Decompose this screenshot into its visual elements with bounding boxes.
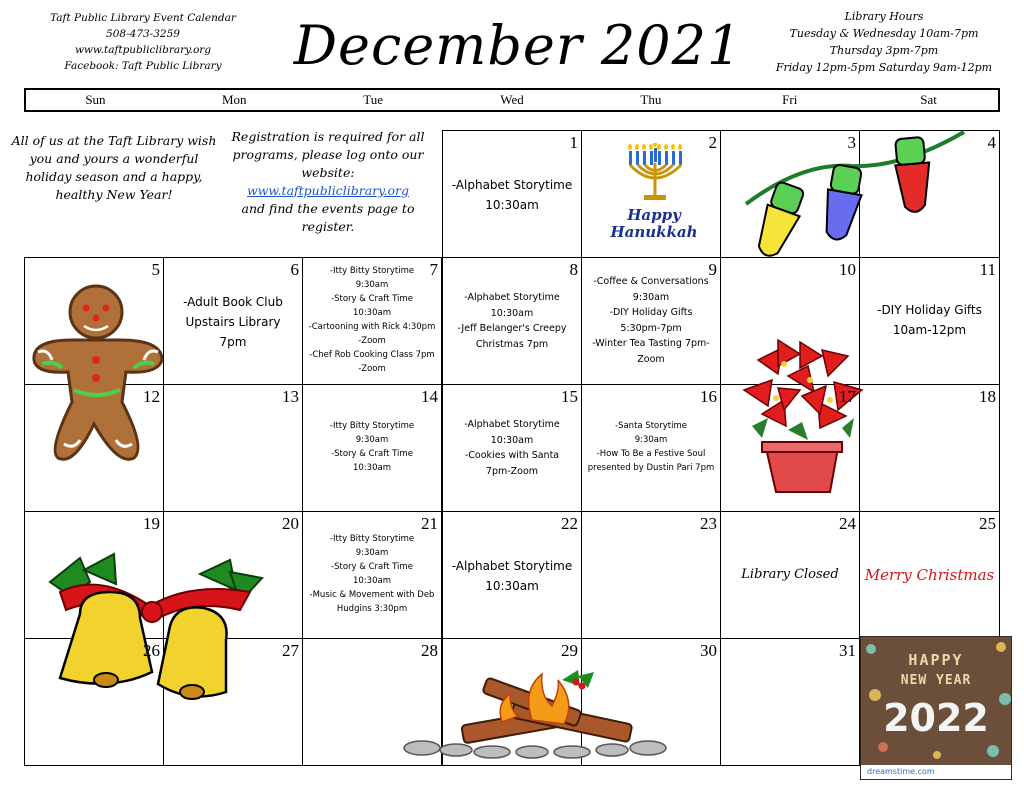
day-number: 8: [569, 260, 578, 279]
day-number: 22: [561, 514, 578, 533]
event-line: -Story & Craft Time: [331, 449, 413, 459]
day-number: 29: [561, 641, 578, 660]
event-line: 10:30am: [490, 307, 534, 319]
event-line: -DIY Holiday Gifts: [609, 307, 693, 318]
event-line: -Zoom: [358, 336, 386, 346]
event-line: -Adult Book Club: [183, 295, 283, 309]
library-event-calendar-title: Taft Public Library Event Calendar: [50, 12, 236, 24]
card-year: 2022: [883, 696, 989, 740]
day-cell[interactable]: [442, 257, 582, 385]
event-list: [166, 292, 300, 352]
day-number: 9: [708, 260, 717, 279]
event-line: -Zoom: [358, 364, 386, 374]
christmas-bells-icon: [40, 552, 276, 722]
event-line: -DIY Holiday Gifts: [877, 303, 982, 317]
weekday-label: Fri: [782, 92, 798, 107]
day-cell[interactable]: [302, 511, 442, 639]
event-line: -Cartooning with Rick 4:30pm: [308, 322, 436, 332]
day-cell[interactable]: [720, 638, 860, 766]
library-phone: 508-473-3259: [106, 28, 180, 40]
day-number: 11: [979, 260, 996, 279]
event-line: 9:30am: [632, 291, 670, 303]
weekday-label: Wed: [500, 92, 524, 107]
day-number: 27: [282, 641, 299, 660]
weekday-label: Sun: [85, 92, 106, 107]
day-number: 31: [839, 641, 856, 660]
event-line: -Story & Craft Time: [331, 294, 413, 304]
weekday-label: Tue: [363, 92, 384, 107]
day-cell[interactable]: [302, 384, 442, 512]
event-line: -Story & Craft Time: [331, 562, 413, 572]
day-number: 1: [569, 133, 578, 152]
weekday-label: Mon: [222, 92, 247, 107]
day-number: 13: [282, 387, 299, 406]
library-contact-block: [28, 10, 258, 74]
registration-note: [220, 128, 436, 236]
day-number: 18: [979, 387, 996, 406]
event-line: -Alphabet Storytime: [451, 178, 573, 192]
event-line: 9:30am: [355, 435, 389, 445]
event-line: 9:30am: [355, 548, 389, 558]
day-number: 23: [700, 514, 717, 533]
event-line: 10:30am: [485, 198, 539, 212]
day-number: 30: [700, 641, 717, 660]
day-number: 15: [561, 387, 578, 406]
day-number: 20: [282, 514, 299, 533]
event-line: presented by Dustin Pari 7pm: [587, 463, 715, 473]
event-line: -Cookies with Santa: [464, 450, 560, 461]
event-list: [445, 175, 579, 215]
day-cell[interactable]: [163, 257, 303, 385]
day-number: 4: [987, 133, 996, 152]
holiday-greeting: All of us at the Taft Library wish you and yours a wonderful holiday season and a happy, healthy New Year!: [11, 133, 217, 202]
event-line: Upstairs Library: [185, 315, 281, 329]
event-line: -Itty Bitty Storytime: [329, 266, 415, 276]
day-cell[interactable]: [581, 130, 721, 258]
day-number: 25: [979, 514, 996, 533]
day-number: 24: [839, 514, 856, 533]
day-cell[interactable]: [581, 384, 721, 512]
event-line: Zoom: [637, 353, 665, 365]
day-cell[interactable]: [163, 384, 303, 512]
event-list: [305, 532, 439, 616]
campfire-icon: [392, 660, 692, 760]
library-website[interactable]: www.taftpubliclibrary.org: [74, 44, 212, 56]
event-line: -Alphabet Storytime: [464, 292, 560, 303]
event-list: [445, 290, 579, 352]
day-cell[interactable]: [581, 511, 721, 639]
event-line: 10:30am: [353, 576, 391, 586]
event-line: 9:30am: [634, 435, 668, 445]
day-cell[interactable]: [859, 384, 1000, 512]
page-title: December 2021: [293, 14, 743, 77]
day-cell[interactable]: [442, 511, 582, 639]
hours-line: Friday 12pm-5pm Saturday 9am-12pm: [775, 61, 993, 74]
event-line: 10:30am: [490, 434, 534, 446]
card-line: HAPPY: [908, 651, 964, 669]
registration-text-end: and find the events page to register.: [241, 201, 415, 234]
day-cell[interactable]: [720, 511, 860, 639]
hours-heading: Library Hours: [844, 10, 924, 23]
day-cell[interactable]: [859, 511, 1000, 639]
weekday-header: [24, 88, 1000, 112]
weekday-label: Thu: [640, 92, 662, 107]
card-line: NEW YEAR: [900, 673, 972, 688]
day-number: 2: [708, 133, 717, 152]
event-line: -Winter Tea Tasting 7pm-: [592, 338, 710, 349]
gingerbread-man-icon: [28, 282, 168, 468]
event-line: -Alphabet Storytime: [464, 419, 560, 430]
event-line: -Jeff Belanger's Creepy: [457, 323, 567, 334]
day-number: 28: [421, 641, 438, 660]
poinsettia-icon: [738, 330, 868, 496]
event-line: -Chef Rob Cooking Class 7pm: [309, 350, 435, 360]
event-line: Christmas 7pm: [475, 338, 549, 350]
hanukkah-label: Happy Hanukkah: [610, 206, 698, 241]
registration-link[interactable]: www.taftpubliclibrary.org: [246, 183, 410, 198]
new-year-2022-card: [860, 636, 1012, 780]
event-line: 10am-12pm: [892, 323, 967, 337]
day-number: 6: [290, 260, 299, 279]
day-number: 17: [839, 387, 856, 406]
day-number: 3: [847, 133, 856, 152]
library-hours-block: [760, 8, 1008, 76]
day-number: 5: [151, 260, 160, 279]
library-facebook[interactable]: Facebook: Taft Public Library: [64, 60, 222, 72]
event-list: [584, 274, 718, 367]
event-list: [305, 419, 439, 475]
event-line: -Alphabet Storytime: [451, 559, 573, 573]
christmas-lights-icon: [742, 122, 970, 272]
day-number: 26: [143, 641, 160, 660]
day-cell[interactable]: [581, 257, 721, 385]
day-number: 14: [421, 387, 438, 406]
event-line: -Itty Bitty Storytime: [329, 534, 415, 544]
day-number: 12: [143, 387, 160, 406]
day-number: 10: [839, 260, 856, 279]
hours-line: Tuesday & Wednesday 10am-7pm: [789, 27, 979, 40]
day-cell[interactable]: [859, 257, 1000, 385]
day-cell[interactable]: [302, 257, 442, 385]
event-line: 7pm: [219, 335, 247, 349]
event-list: [305, 264, 439, 376]
event-line: 7pm-Zoom: [485, 465, 539, 477]
event-line: 10:30am: [485, 579, 539, 593]
merry-christmas-label: Merry Christmas: [864, 566, 995, 584]
event-list: [862, 300, 997, 340]
weekday-label: Sat: [920, 92, 937, 107]
registration-text: Registration is required for all programs, please log onto our website:: [231, 129, 425, 180]
library-closed-label: Library Closed: [741, 567, 839, 582]
day-cell[interactable]: [442, 130, 582, 258]
event-line: Hudgins 3:30pm: [336, 604, 408, 614]
event-line: 10:30am: [353, 308, 391, 318]
event-list: [584, 419, 718, 475]
event-list: [445, 417, 579, 479]
day-number: 16: [700, 387, 717, 406]
bokeh-lights-icon: [861, 637, 1013, 781]
day-number: 7: [429, 260, 438, 279]
event-line: -Music & Movement with Deb: [309, 590, 435, 600]
event-line: -Itty Bitty Storytime: [329, 421, 415, 431]
event-line: -Coffee & Conversations: [593, 276, 709, 287]
image-credit: dreamstime.com: [861, 765, 1011, 779]
day-number: 19: [143, 514, 160, 533]
day-cell[interactable]: [442, 384, 582, 512]
event-line: 5:30pm-7pm: [620, 322, 682, 334]
event-line: -How To Be a Festive Soul: [596, 449, 706, 459]
event-line: 9:30am: [355, 280, 389, 290]
menorah-icon: [624, 143, 686, 203]
event-line: 10:30am: [353, 463, 391, 473]
day-number: 21: [421, 514, 438, 533]
event-list: [445, 556, 579, 596]
hours-line: Thursday 3pm-7pm: [829, 44, 939, 57]
event-line: -Santa Storytime: [615, 421, 687, 431]
